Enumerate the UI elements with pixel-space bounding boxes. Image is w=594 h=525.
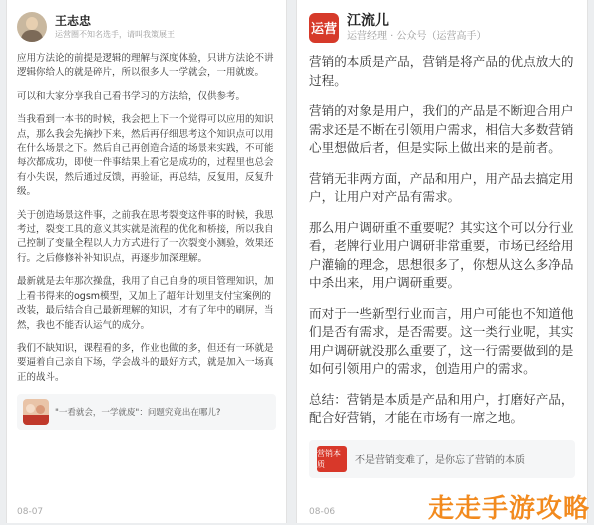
author-subtitle: 运营经理 · 公众号（运营高手） [347, 31, 487, 43]
post-header [17, 12, 276, 42]
post-paragraph: 当我看到一本书的时候，我会把上下一个觉得可以应用的知识点，那么我会先摘抄下来，然后再仔细思考这个知识点可以用在什么场景之下。然后自己再创造合适的场景来实践，不可能每次都成功，即使一件事结果上看它是成功的，过程里也总会有小失误，然后通过反馈，再验证，再总结，反复用，反复升级。 [17, 114, 274, 198]
linked-article[interactable] [309, 440, 575, 478]
author-avatar[interactable]: 运营 [309, 13, 339, 43]
post-paragraph: 最新就是去年那次操盘，我用了自己自身的项目管理知识，加上看书得来的ogsm模型，又加上了超年计划里支付宝案例的改装，最后结合自己最新理解的知识，才有了年中的刷屏，当然，我也不能否认运气的成分。 [17, 276, 274, 331]
post-body [309, 53, 575, 428]
author-name[interactable]: 江流儿 [347, 13, 389, 29]
author-subtitle: 运营圈不知名选手，请叫我策展王 [55, 29, 175, 39]
post-date: 08-06 [309, 507, 336, 517]
post-paragraph: 可以和大家分享我自己看书学习的方法给，仅供参考。 [17, 90, 246, 102]
post-paragraph: 我们不缺知识，课程看的多，作业也做的多，但还有一环就是要逼着自己亲自下场，学会战斗的最好方式，就是加入一场真正的战斗。 [17, 342, 274, 383]
article-thumbnail [23, 399, 49, 425]
post-paragraph: 关于创造场景这件事，之前我在思考裂变这件事的时候，我思考过，裂变工具的意义其实就是流程的优化和桥接，所以我自己控制了变量全程以人力方式进行了一次裂变小测验，效果还行。之后修修补补知识点，再逐步加深理解。 [17, 209, 274, 264]
site-watermark: 走走手游攻略 [427, 494, 590, 524]
author-avatar[interactable] [17, 12, 47, 42]
post-paragraph: 那么用户调研重不重要呢？其实这个可以分行业看，老牌行业用户调研非常重要，市场已经给用户灌输的理念，思想很多了，你想从这么多净品中杀出来，用户调研重要。 [309, 219, 574, 291]
post-paragraph: 营销无非两方面，产品和用户，用产品去搞定用户，让用户对产品有需求。 [309, 170, 574, 205]
post-paragraph: 而对于一些新型行业而言，用户可能也不知道他们是否有需求，是否需要。这一类行业呢，其实用户调研就没那么重要了，这一行需要做到的是如何引领用户的需求，创造用户的需求。 [309, 305, 574, 377]
post-body [17, 52, 276, 385]
post-paragraph: 营销的本质是产品，营销是将产品的优点放大的过程。 [309, 54, 574, 88]
author-name[interactable]: 王志忠 [55, 14, 92, 28]
linked-article[interactable] [17, 394, 276, 430]
post-card-right [296, 0, 588, 523]
article-thumbnail: 营销本质 [317, 446, 347, 472]
post-paragraph: 应用方法论的前提是逻辑的理解与深度体验，只讲方法论不讲逻辑你给人的就是碎片，所以很多人一学就会，一用就废。 [17, 53, 274, 79]
post-paragraph: 营销的对象是用户，我们的产品是不断迎合用户需求还是不断在引领用户需求，相信大多数营销心里想做后者，但是实际上做出来的是前者。 [309, 103, 574, 156]
post-card-left [6, 0, 287, 523]
post-header [309, 12, 575, 43]
linked-article-title: 不是营销变难了，是你忘了营销的本质 [355, 455, 525, 467]
post-paragraph: 总结：营销是本质是产品和用户，打磨好产品，配合好营销，才能在市场有一席之地。 [309, 391, 574, 426]
post-date: 08-07 [17, 507, 44, 517]
linked-article-title: "一看就会，一学就废"：问题究竟出在哪儿? [55, 408, 221, 419]
